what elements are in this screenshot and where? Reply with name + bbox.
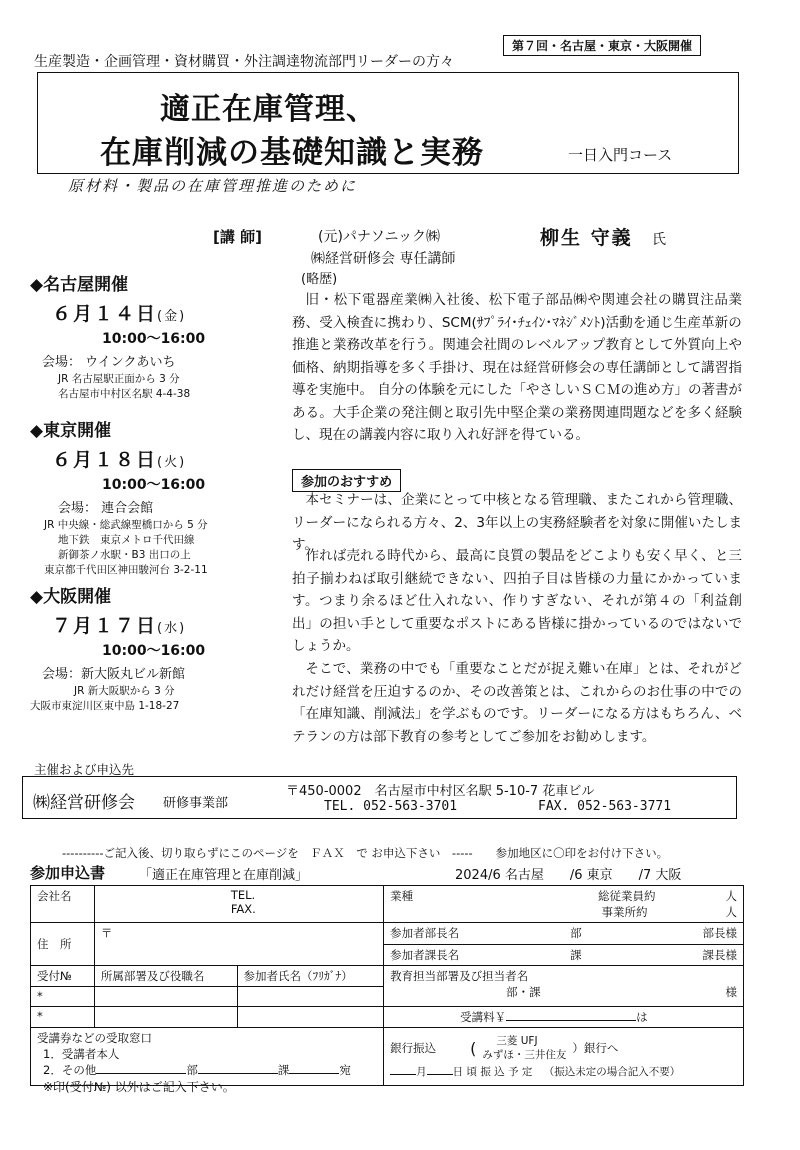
session-date: ７月１７日(水) (52, 615, 187, 637)
industry-cell[interactable] (384, 886, 744, 923)
reception-no-label: 受付№ (31, 966, 95, 987)
bank-suffix: ）銀行へ (572, 1041, 619, 1055)
dept-unit: 部 (570, 926, 582, 940)
offices-label: 事業所約 (601, 905, 648, 919)
ticket-ka: 課 (277, 1063, 290, 1077)
dept-title-header: 所属部署及び役職名 (94, 966, 237, 987)
lecturer-label: [講 師] (213, 228, 262, 246)
edu-bu-ka: 部・課 (506, 985, 541, 999)
title-line-1: 適正在庫管理、 (160, 92, 377, 127)
lecturer-name: 柳生 守義 (540, 227, 633, 249)
manager-cell[interactable] (384, 923, 744, 966)
title-line-2: 在庫削減の基礎知識と実務 (100, 135, 484, 171)
bank-cell[interactable]: 銀行振込 ( 三菱 UFJ みずほ・三井住友 ）銀行へ 月 日 頃 振 込 予 定 （振込未定の場合記入不要） (384, 1028, 744, 1086)
dept-title-field[interactable] (94, 987, 237, 1007)
ticket-window-cell[interactable] (31, 1028, 384, 1086)
session-address-2: 地下鉄 東京メトロ千代田線 (58, 534, 195, 546)
session-weekday: (金) (157, 309, 187, 324)
session-city: ◆大阪開催 (30, 587, 112, 607)
session-address-1: JR 名古屋駅正面から 3 分 (58, 373, 180, 385)
recommend-paragraph-2: 作れば売れる時代から、最高に良質の製品をどこよりも安く早く、と三拍子揃わねば取引継続できない、四拍子目は皆様の力量にかかっています。つまり余るほど仕入れない、作りすぎない、それが第４の「利益創出」の担い手として重要なポストにある皆様に掛かっているのではないでしょうか。 (292, 548, 742, 654)
address-field[interactable] (94, 923, 383, 966)
lecturer-current-org: ㈱経営研修会 専任講師 (311, 251, 456, 267)
diamond-bullet-icon: ◆ (30, 275, 44, 295)
session-venue: 会場： ウインクあいち (42, 355, 176, 370)
session-weekday: (水) (157, 621, 187, 636)
diamond-bullet-icon: ◆ (30, 421, 44, 441)
employees-label: 総従業員約 (598, 889, 656, 903)
session-venue: 会場： 連合会館 (58, 501, 154, 516)
organizer-name: ㈱経営研修会 (33, 793, 135, 813)
ticket-ate: 宛 (339, 1063, 351, 1077)
form-area-selection[interactable]: 2024/6 名古屋 /6 東京 /7 大阪 (455, 868, 682, 883)
ticket-window-label: 受講券などの受取窓口 (37, 1031, 152, 1045)
organizer-address: 〒450-0002 名古屋市中村区名駅 5-10-7 花車ビル (286, 784, 595, 799)
fax-label: FAX. (230, 902, 256, 916)
edu-contact-cell[interactable] (384, 966, 744, 1007)
bank-option-1: 三菱 UFJ (496, 1035, 538, 1047)
tel-label: TEL. (230, 888, 256, 902)
employees-unit: 人 (725, 889, 737, 903)
postal-mark: 〒 (100, 926, 113, 940)
session-address-2: 名古屋市中村区名駅 4-4-38 (58, 388, 191, 400)
fee-suffix: は (636, 1010, 648, 1024)
session-date: ６月１４日(金) (52, 303, 187, 325)
address-label: 住 所 (31, 923, 95, 966)
ticket-bu: 部 (186, 1063, 198, 1077)
dept-manager-label: 参加者部長名 (390, 926, 460, 940)
company-field[interactable] (94, 886, 383, 923)
edition-badge: 第７回・名古屋・東京・大阪開催 (503, 35, 701, 56)
recommend-paragraph-3: そこで、業務の中でも「重要なことだが捉え難い在庫」とは、それがどれだけ経営を圧迫するのか、その改善策とは、これからのお仕事の中での「在庫知識、削減法」を学ぶものです。リーダーになる方はもちろん、ベテランの方は部下教育の参考としてご参加をお勧めします。 (292, 661, 742, 745)
organizer-fax: FAX. 052-563-3771 (538, 799, 672, 814)
session-address-1: JR 新大阪駅から 3 分 (74, 685, 175, 697)
fee-label: 受講料￥ (460, 1010, 507, 1024)
recommend-paragraph-1: 本セミナーは、企業にとって中核となる管理職、またこれから管理職、リーダーになられる方々、2、3年以上の実務経験者を対象に開催いたします。 (292, 492, 742, 553)
subtitle: 原材料・製品の在庫管理推進のために (68, 177, 358, 195)
history-label: (略歴) (301, 272, 338, 287)
participant-field[interactable] (237, 987, 384, 1007)
form-seminar-name: 「適正在庫管理と在庫削減」 (139, 868, 309, 883)
participant-header: 参加者氏名（ﾌﾘｶﾞﾅ） (237, 966, 384, 987)
session-nagoya (30, 270, 205, 402)
ticket-option-2: 2．その他 (43, 1063, 97, 1077)
cut-instruction: ----------ご記入後、切り取らずにこのページを ＦＡＸ で お申込下さい ----- 参加地区に〇印をお付け下さい。 (62, 846, 669, 860)
organizer-label: 主催および申込先 (34, 762, 135, 777)
target-audience: 生産製造・企画管理・資材購買・外注調達物流部門リーダーの方々 (34, 54, 454, 70)
edu-honorific: 様 (725, 985, 737, 999)
month-label: 月 (416, 1066, 427, 1078)
ticket-option-1: 1．受講者本人 (43, 1047, 120, 1061)
dept-title-field[interactable] (94, 1007, 237, 1028)
offices-unit: 人 (725, 905, 737, 919)
section-manager-honorific: 課長様 (702, 948, 737, 962)
session-time: 10:00～16:00 (102, 477, 206, 493)
fee-cell[interactable] (384, 1007, 744, 1028)
form-footnote: ※印(受付№) 以外はご記入下さい。 (43, 1080, 235, 1094)
lecturer-former-org: (元)パナソニック㈱ (318, 229, 440, 245)
course-type: 一日入門コース (568, 146, 673, 164)
section-manager-label: 参加者課長名 (390, 948, 460, 962)
session-address-2: 大阪市東淀川区東中島 1-18-27 (30, 700, 180, 712)
participant-field[interactable] (237, 1007, 384, 1028)
unpaid-note: （振込未定の場合記入不要） (543, 1066, 681, 1078)
company-label: 会社名 (31, 886, 95, 923)
session-time: 10:00～16:00 (102, 643, 206, 659)
session-address-3: 新御茶ノ水駅・B3 出口の上 (58, 549, 191, 561)
lecturer-honorific: 氏 (652, 232, 666, 248)
bank-label: 銀行振込 (390, 1041, 437, 1055)
section-unit: 課 (570, 948, 582, 962)
table-row-mark: * (31, 987, 95, 1007)
organizer-tel: TEL. 052-563-3701 (324, 799, 458, 814)
session-city: ◆東京開催 (30, 421, 112, 441)
session-address-1: JR 中央線・総武線聖橋口から 5 分 (44, 519, 208, 531)
session-time: 10:00～16:00 (102, 331, 206, 347)
diamond-bullet-icon: ◆ (30, 587, 44, 607)
session-weekday: (火) (157, 455, 187, 470)
organizer-dept: 研修事業部 (163, 796, 229, 811)
session-osaka (30, 582, 205, 714)
session-venue: 会場：新大阪丸ビル新館 (42, 667, 186, 682)
industry-label: 業種 (390, 889, 414, 903)
session-address-4: 東京都千代田区神田駿河台 3-2-11 (44, 564, 208, 576)
table-row-mark: * (31, 1007, 95, 1028)
lecturer-bio: 旧・松下電器産業㈱入社後、松下電子部品㈱や関連会社の購買注品業務、受入検査に携わり、SCM(ｻﾌﾟﾗｲ･ﾁｪｲﾝ･ﾏﾈｼﾞﾒﾝﾄ)活動を通じ生産革新の推進と業務改革を行う。関連会社間のレベルアップ教育として外質向上や価格、納期指導を多く手掛け、現在は経営研修会の専任講師として講習指導を実施中。 自分の体験を元にした「やさしいＳＣＭの進め方」の著書がある。大手企業の発注側と取引先中堅企業の業務関連問題などを多く経験し、現在の講義内容に取り入れ好評を得ている。 (292, 292, 742, 443)
session-date: ６月１８日(火) (52, 449, 187, 471)
dept-manager-honorific: 部長様 (702, 926, 737, 940)
edu-contact-label: 教育担当部署及び担当者名 (390, 969, 529, 983)
session-city: ◆名古屋開催 (30, 275, 129, 295)
session-tokyo (30, 416, 208, 578)
form-title: 参加申込書 (30, 864, 106, 882)
transfer-schedule-label: 日 頃 振 込 予 定 (452, 1066, 533, 1078)
bank-option-2: みずほ・三井住友 (482, 1049, 567, 1061)
recommend-label: 参加のおすすめ (292, 469, 401, 492)
application-form (30, 885, 744, 1086)
